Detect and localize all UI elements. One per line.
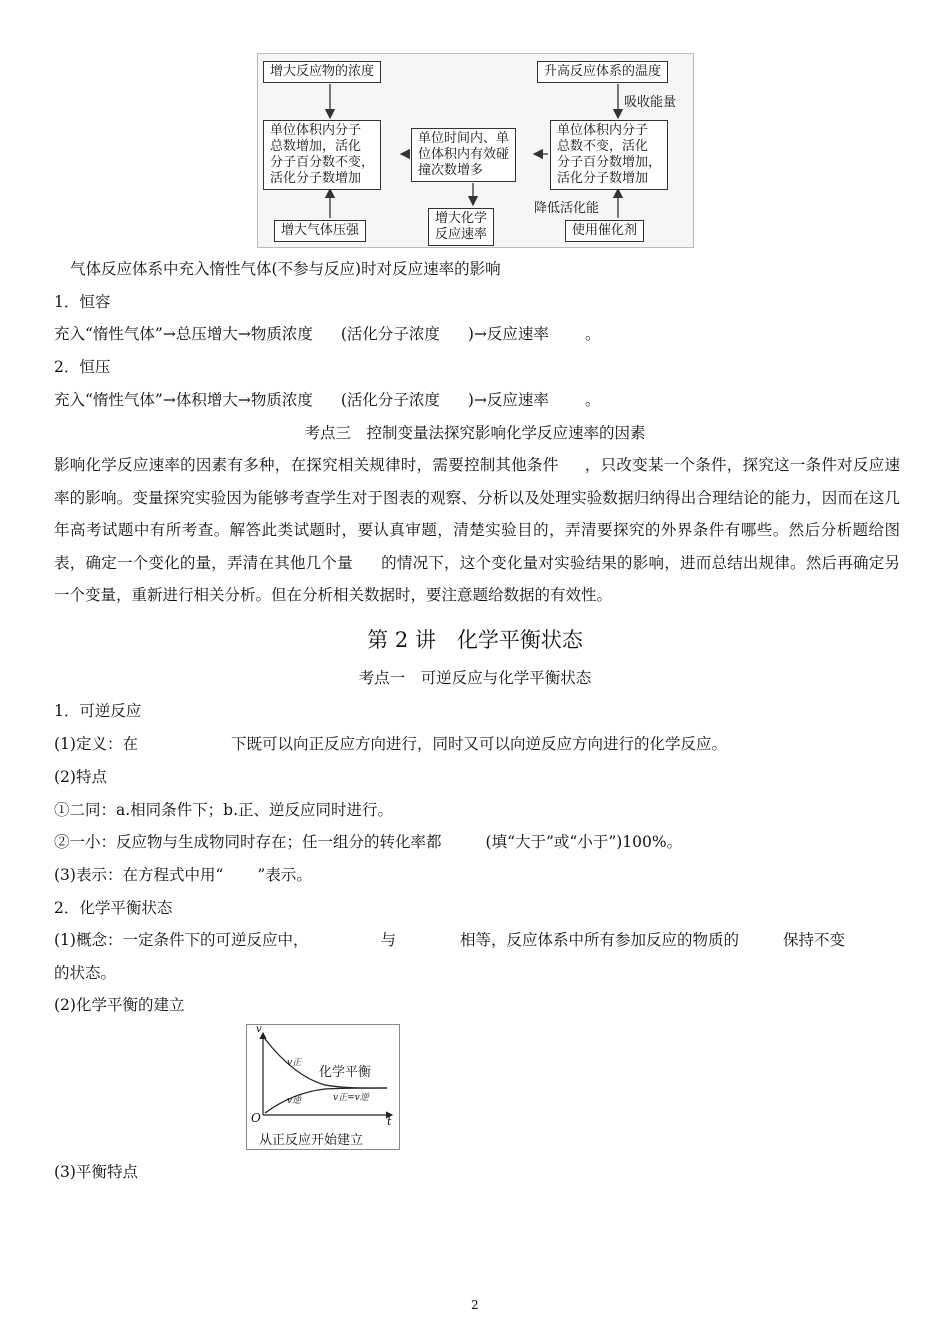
s1-feature-a: ①二同：a.相同条件下；b.正、逆反应同时进行。: [54, 801, 394, 819]
s1-notation-b: ”表示。: [257, 866, 312, 884]
s2-concept: [54, 930, 845, 950]
kaodian3-para-c: 的情况下，这个变化量对实验结果的影响，进而总结出规律。然后再确定另一个变量，重新进行相关分析。但在分析相关数据时，要注意题给数据的有效性。: [54, 553, 900, 605]
inert-item2-line: [54, 390, 600, 410]
equilibrium-condition-label: v正=v逆: [333, 1093, 369, 1103]
item2-part-a: 充入“惰性气体”→体积增大→物质浓度: [54, 391, 313, 409]
right-line-2: 总数不变，活化: [557, 139, 649, 154]
label-lower-activation: 降低活化能: [534, 201, 600, 216]
center-line-2: 位体积内有效碰: [418, 147, 510, 162]
s1-definition: [54, 734, 727, 754]
right-line-3: 分子百分数增加，: [557, 155, 662, 170]
left-line-4: 活化分子数增加: [270, 171, 362, 186]
kaodian1-title: 考点一 可逆反应与化学平衡状态: [358, 669, 592, 687]
rate-line-2: 反应速率: [435, 227, 488, 242]
s2-characteristics: (3)平衡特点: [54, 1163, 138, 1181]
item1-part-b: (活化分子浓度: [340, 325, 440, 343]
lecture2-title: 第 2 讲 化学平衡状态: [367, 628, 583, 652]
s1-feature-b: [54, 832, 682, 852]
item2-part-b: (活化分子浓度: [340, 391, 440, 409]
graph-x-axis-label: t: [387, 1115, 392, 1128]
item1-part-c: )→反应速率: [467, 325, 549, 343]
node-increase-rate: [428, 208, 494, 246]
kaodian3-para-a: 影响化学反应速率的因素有多种，在探究相关规律时，需要控制其他条件: [54, 456, 559, 474]
s1-features-title: (2)特点: [54, 768, 107, 786]
kaodian3-title: 考点三 控制变量法探究影响化学反应速率的因素: [304, 424, 646, 442]
right-line-1: 单位体积内分子: [557, 123, 649, 138]
s1-def-a: (1)定义：在: [54, 735, 138, 753]
s1-feature-b-a: ②一小：反应物与生成物同时存在；任一组分的转化率都: [54, 833, 442, 851]
label-absorb-energy: 吸收能量: [624, 95, 677, 110]
node-effective-collisions: [411, 128, 516, 182]
curve-forward-label: v正: [287, 1058, 302, 1068]
s2-concept-d: 保持不变: [783, 931, 846, 949]
item2-part-c: )→反应速率: [467, 391, 549, 409]
kaodian3-para-b: ，只改变某一个条件，探究这一条件对反应速率的影响。变量探究实验因为能够考查学生对于图表的观察、分析以及处理实验数据归纳得出合理结论的能力，因而在这几年高考试题中有所考查。解答此类试题时，要认真审题，清楚实验目的，弄清要探究的外界条件有哪些。然后分析题给图表，确定一个变化的量，弄清在其他几个量: [54, 456, 900, 572]
section2-title: 2．化学平衡状态: [54, 899, 173, 917]
section1-title: 1．可逆反应: [54, 702, 142, 720]
s2-concept-c: 相等，反应体系中所有参加反应的物质的: [459, 931, 739, 949]
node-right-effect: [550, 120, 668, 190]
graph-origin-label: O: [251, 1111, 261, 1125]
left-line-3: 分子百分数不变，: [270, 155, 375, 170]
item1-part-d: 。: [584, 325, 601, 343]
graph-y-axis-label: v: [256, 1024, 262, 1035]
s2-establish: (2)化学平衡的建立: [54, 996, 185, 1014]
item2-part-d: 。: [584, 391, 601, 409]
node-use-catalyst: 使用催化剂: [565, 220, 644, 242]
left-line-2: 总数增加，活化: [270, 139, 362, 154]
inert-item1-title: 1．恒容: [54, 293, 111, 311]
right-line-4: 活化分子数增加: [557, 171, 649, 186]
node-left-effect: [263, 120, 381, 190]
node-raise-temperature: 升高反应体系的温度: [537, 61, 668, 83]
s1-def-b: 下既可以向正反应方向进行，同时又可以向逆反应方向进行的化学反应。: [230, 735, 727, 753]
equilibrium-graph: [246, 1024, 400, 1150]
inert-item1-line: [54, 324, 600, 344]
s2-concept-a: (1)概念：一定条件下的可逆反应中，: [54, 931, 309, 949]
rate-line-1: 增大化学: [435, 211, 488, 226]
left-line-1: 单位体积内分子: [270, 123, 362, 138]
node-increase-concentration: 增大反应物的浓度: [263, 61, 381, 83]
s1-notation: [54, 865, 312, 885]
item1-part-a: 充入“惰性气体”→总压增大→物质浓度: [54, 325, 313, 343]
page-number: 2: [471, 1298, 479, 1312]
s1-notation-a: (3)表示：在方程式中用“: [54, 866, 224, 884]
kaodian3-paragraph: [54, 449, 900, 612]
inert-item2-title: 2．恒压: [54, 358, 111, 376]
curve-reverse-label: v逆: [287, 1096, 302, 1106]
rate-factors-diagram: [257, 53, 694, 248]
inert-heading: 气体反应体系中充入惰性气体(不参与反应)时对反应速率的影响: [70, 260, 501, 278]
equilibrium-graph-caption: 从正反应开始建立: [259, 1133, 364, 1148]
s2-concept-cont: 的状态。: [54, 964, 117, 982]
equilibrium-label: 化学平衡: [319, 1065, 372, 1080]
s2-concept-b: 与: [380, 931, 396, 949]
center-line-1: 单位时间内、单: [418, 131, 510, 146]
center-line-3: 撞次数增多: [418, 163, 484, 178]
s1-feature-b-b: (填“大于”或“小于”)100%。: [485, 833, 683, 851]
node-increase-pressure: 增大气体压强: [274, 220, 366, 242]
